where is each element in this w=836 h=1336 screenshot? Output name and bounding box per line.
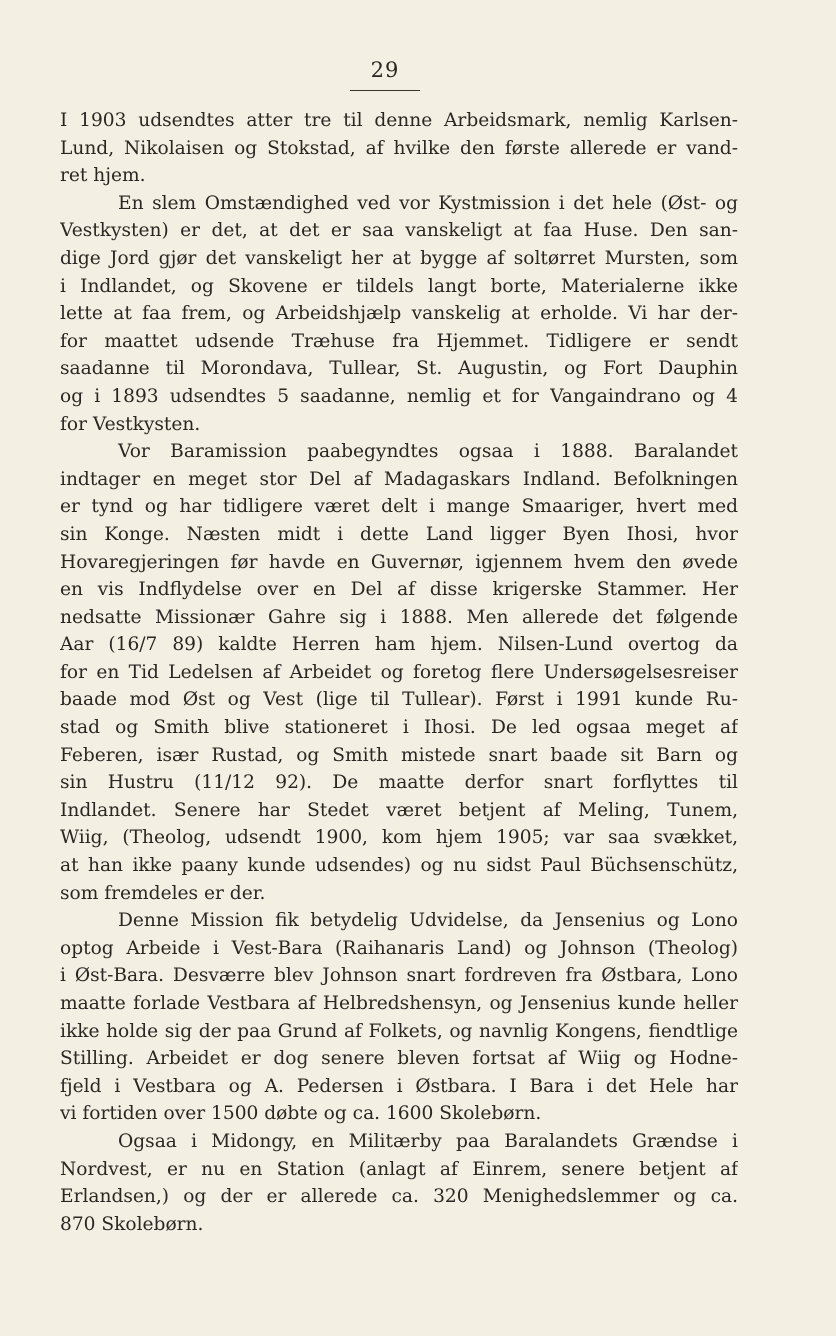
text-line: Lund, Nikolaisen og Stokstad, af hvilke den første allerede er vand-: [60, 137, 738, 159]
text-line: Denne Mission fik betydelig Udvidelse, da Jensenius og Lono: [118, 910, 738, 932]
text-line: stad og Smith blive stationeret i Ihosi. De led ogsaa meget af: [60, 717, 738, 739]
text-line: Wiig, (Theolog, udsendt 1900, kom hjem 1905; var saa svækket,: [60, 827, 738, 849]
text-line: baade mod Øst og Vest (lige til Tullear). Først i 1991 kunde Ru-: [60, 689, 738, 711]
text-line: maatte forlade Vestbara af Helbredshensyn, og Jensenius kunde heller: [60, 993, 738, 1014]
text-line: en vis Indflydelse over en Del af disse krigerske Stammer. Her: [60, 579, 738, 601]
text-line: fjeld i Vestbara og A. Pedersen i Østbara. I Bara i det Hele har: [60, 1075, 738, 1097]
text-line: som fremdeles er der.: [60, 882, 266, 904]
text-line: Vestkysten) er det, at det er saa vanskeligt at faa Huse. Den san-: [60, 220, 738, 242]
text-line: i Øst-Bara. Desværre blev Johnson snart fordreven fra Østbara, Lono: [60, 965, 738, 987]
text-line: ikke holde sig der paa Grund af Folkets, og navnlig Kongens, fiendtlige: [60, 1020, 738, 1042]
text-line: Erlandsen,) og der er allerede ca. 320 Menighedslemmer og ca.: [60, 1186, 738, 1208]
text-line: En slem Omstændighed ved vor Kystmission i det hele (Øst- og: [118, 192, 738, 214]
text-line: optog Arbeide i Vest-Bara (Raihanaris Land) og Johnson (Theolog): [60, 937, 738, 959]
text-line: lette at faa frem, og Arbeidshjælp vanskelig at erholde. Vi har der-: [60, 303, 738, 325]
text-line: ret hjem.: [60, 165, 146, 187]
text-line: 870 Skolebørn.: [60, 1213, 204, 1235]
text-line: Vor Baramission paabegyndtes ogsaa i 1888. Baralandet: [118, 441, 738, 463]
text-line: indtager en meget stor Del af Madagaskars Indland. Befolkningen: [60, 468, 738, 490]
text-line: Indlandet. Senere har Stedet været betjent af Meling, Tunem,: [60, 799, 738, 821]
text-line: Ogsaa i Midongy, en Militærby paa Baralandets Grændse i: [118, 1130, 738, 1152]
text-line: Aar (16/7 89) kaldte Herren ham hjem. Nilsen-Lund overtog da: [60, 634, 738, 656]
text-line: for maattet udsende Træhuse fra Hjemmet. Tidligere er sendt: [60, 330, 738, 352]
text-line: I 1903 udsendtes atter tre til denne Arbeidsmark, nemlig Karlsen-: [60, 110, 738, 131]
body-text: [60, 107, 738, 1238]
text-line: Hovaregjeringen før havde en Guvernør, igjennem hvem den øvede: [60, 551, 738, 573]
page-number: 29: [370, 58, 400, 82]
text-line: sin Konge. Næsten midt i dette Land ligger Byen Ihosi, hvor: [60, 523, 738, 545]
text-line: Feberen, især Rustad, og Smith mistede snart baade sit Barn og: [60, 744, 738, 766]
text-line: dige Jord gjør det vanskeligt her at bygge af soltørret Mursten, som: [60, 247, 738, 269]
text-line: vi fortiden over 1500 døbte og ca. 1600 Skolebørn.: [60, 1103, 542, 1125]
text-line: at han ikke paany kunde udsendes) og nu sidst Paul Büchsenschütz,: [60, 855, 738, 877]
text-line: Stilling. Arbeidet er dog senere bleven fortsat af Wiig og Hodne-: [60, 1048, 738, 1070]
text-line: for Vestkysten.: [60, 413, 201, 435]
text-line: er tynd og har tidligere været delt i mange Smaariger, hvert med: [60, 496, 738, 518]
text-line: saadanne til Morondava, Tullear, St. Augustin, og Fort Dauphin: [60, 358, 738, 380]
text-line: for en Tid Ledelsen af Arbeidet og foretog flere Undersøgelsesreiser: [60, 661, 738, 683]
header-rule: [350, 90, 420, 91]
text-line: i Indlandet, og Skovene er tildels langt borte, Materialerne ikke: [60, 275, 738, 297]
text-line: og i 1893 udsendtes 5 saadanne, nemlig et for Vangaindrano og 4: [60, 385, 738, 407]
text-line: nedsatte Missionær Gahre sig i 1888. Men allerede det følgende: [60, 606, 738, 628]
text-line: sin Hustru (11/12 92). De maatte derfor snart forflyttes til: [60, 772, 738, 794]
text-line: Nordvest, er nu en Station (anlagt af Einrem, senere betjent af: [60, 1158, 738, 1180]
